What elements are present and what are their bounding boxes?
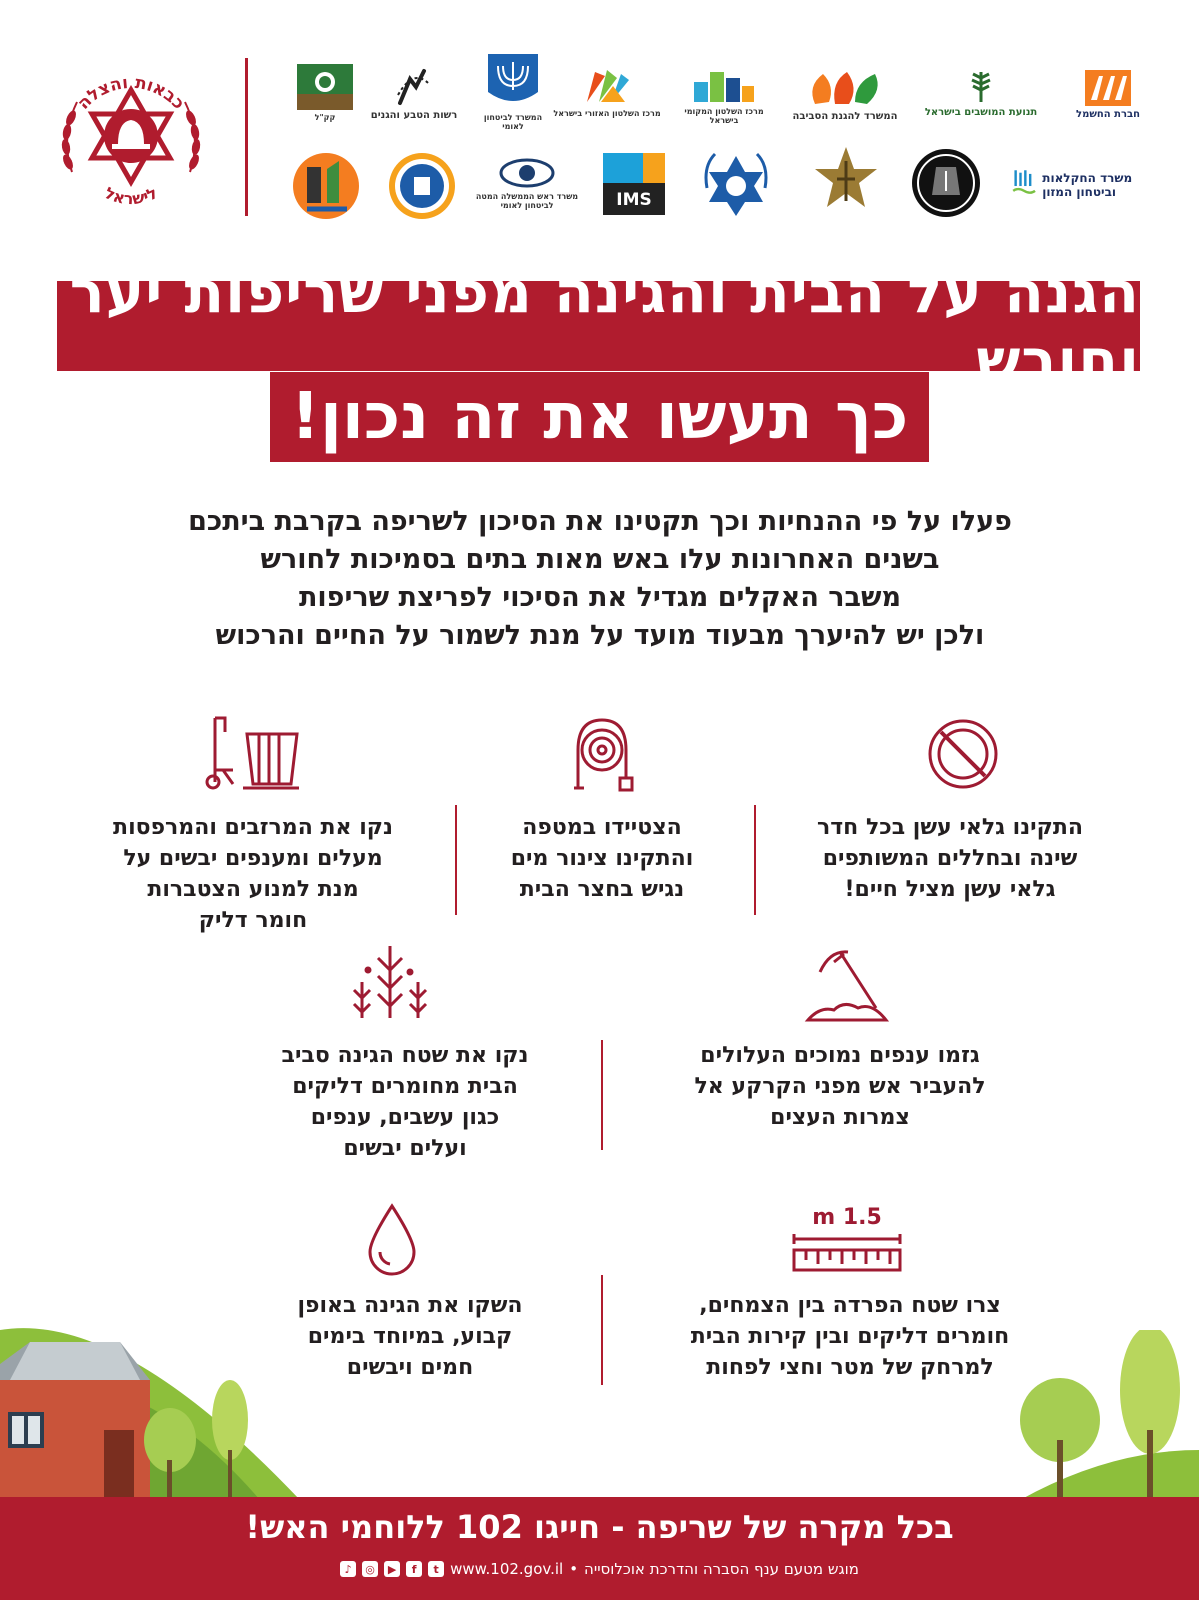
intro-line: בשנים האחרונות עלו באש מאות בתים בסמיכות לחורש	[260, 544, 940, 575]
tip-line: חומר דליק	[198, 908, 308, 933]
fire-rescue-emblem	[42, 52, 220, 230]
tiktok-icon[interactable]: ♪	[340, 1561, 356, 1577]
tip-extinguisher	[466, 812, 738, 905]
logo-local-gov-label: מרכז השלטון המקומי בישראל	[684, 106, 764, 125]
website-link[interactable]: www.102.gov.il	[450, 1560, 564, 1578]
logo-kkl-label: קק"ל	[314, 113, 336, 122]
tip-line: מעלים ומענפים יבשים על	[123, 846, 383, 871]
footer-credits	[0, 1560, 1199, 1578]
facebook-icon[interactable]: f	[406, 1561, 422, 1577]
intro-line: פעלו על פי ההנחיות וכך תקטינו את הסיכון לשריפה בקרבת ביתכם	[188, 506, 1012, 537]
tip-line: הצטיידו במטפה	[522, 815, 682, 840]
tip-line: נקו את שטח הגינה סביב	[281, 1043, 529, 1068]
logo-iec	[1058, 60, 1158, 130]
logo-ims-label: IMS	[616, 190, 652, 210]
logo-environment-label: המשרד להגנת הסביבה	[792, 111, 898, 122]
cleaning-tools-icon	[203, 712, 299, 796]
logo-environment	[790, 62, 900, 128]
tip-line: שינה ובחללים המשותפים	[822, 846, 1078, 871]
footer-credit-text: מוגש מטעם ענף הסברה והדרכת אוכלוסייה	[584, 1560, 859, 1578]
landscape-left	[0, 1320, 300, 1500]
emblem-top-text: כבאות והצלה	[73, 72, 189, 114]
smoke-detector-icon	[925, 716, 1001, 796]
logo-pmo	[470, 150, 584, 216]
tip-separation	[660, 1290, 1040, 1383]
logo-pmo-label: משרד ראש הממשלה המטה לביטחון לאומי	[475, 191, 579, 210]
ruler-icon	[792, 1206, 902, 1274]
instagram-icon[interactable]: ◎	[362, 1561, 378, 1577]
logo-fire-district	[290, 150, 362, 222]
tip-line: צמרות העצים	[770, 1105, 910, 1130]
separation-measure: 1.5 m	[812, 1205, 882, 1230]
logo-nature-parks	[368, 56, 460, 130]
tip-line: הבית מחומרים דליקים	[292, 1074, 518, 1099]
tip-line: נקו את המרזבים והמרפסות	[113, 815, 393, 840]
tip-line: ועלים יבשים	[343, 1136, 467, 1161]
logo-national-security	[478, 50, 548, 132]
divider	[754, 805, 756, 915]
logo-moshavim-label: תנועת המושבים בישראל	[924, 107, 1038, 118]
divider	[601, 1275, 603, 1385]
tip-line: קבוע, במיוחד בימים	[307, 1324, 513, 1349]
tip-line: והתקינו צינור מים	[510, 846, 694, 871]
emblem-bottom-text: לישראל	[101, 183, 161, 209]
logo-regional-council-label: מרכז השלטון האזורי בישראל	[553, 109, 661, 118]
divider	[455, 805, 457, 915]
water-drop-icon	[366, 1202, 418, 1282]
logo-national-security-label: המשרד לביטחון לאומי	[483, 112, 543, 131]
intro-line: משבר האקלים מגדיל את הסיכוי לפריצת שריפות	[298, 582, 902, 613]
tip-line: חמים ויבשים	[346, 1355, 474, 1380]
tip-line: השקו את הגינה באופן	[297, 1293, 523, 1318]
tip-line: גזמו ענפים נמוכים העלולים	[700, 1043, 980, 1068]
tip-gutters	[78, 812, 428, 936]
logo-kkl	[292, 56, 358, 130]
tip-line: מנת למנוע הצטברות	[147, 877, 359, 902]
logo-iec-label: חברת החשמל	[1076, 109, 1140, 120]
logo-emergency-authority	[386, 150, 458, 222]
title-banner-main: הגנה על הבית והגינה מפני שריפות יער וחורש	[57, 281, 1140, 371]
logo-fire-forces-insignia	[909, 146, 983, 220]
logo-idf	[804, 142, 888, 218]
logo-police	[694, 146, 778, 220]
tip-line: התקינו גלאי עשן בכל חדר	[817, 815, 1083, 840]
logo-local-gov	[670, 58, 778, 130]
tip-line: נגיש בחצר הבית	[519, 877, 685, 902]
tip-clear-garden	[235, 1040, 575, 1164]
logo-regional-council	[552, 56, 662, 128]
divider	[601, 1040, 603, 1150]
logo-agriculture	[1012, 152, 1144, 214]
title-banner-sub: כך תעשו את זה נכון!	[270, 372, 929, 462]
dry-plants-icon	[348, 942, 432, 1026]
youtube-icon[interactable]: ▶	[384, 1561, 400, 1577]
tip-line: להעביר אש מפני הקרקע אל	[694, 1074, 986, 1099]
landscape-right	[1020, 1330, 1199, 1500]
intro-text	[60, 503, 1140, 655]
tip-line: גלאי עשן מציל חיים!	[844, 877, 1056, 902]
logo-moshavim	[912, 58, 1050, 130]
logo-ims	[600, 150, 668, 218]
tip-line: חומרים דליקים ובין קירות הבית	[690, 1324, 1010, 1349]
emergency-call-text: בכל מקרה של שריפה - חייגו 102 ללוחמי האש!	[245, 1508, 954, 1546]
intro-line: ולכן יש להיערך מבעוד מועד על מנת לשמור על החיים והרכוש	[215, 620, 985, 651]
tip-line: צרו שטח הפרדה בין הצמחים,	[699, 1293, 1001, 1318]
twitter-icon[interactable]: t	[428, 1561, 444, 1577]
footer-separator: •	[569, 1560, 579, 1578]
tip-line: למרחק של מטר וחצי לפחות	[706, 1355, 994, 1380]
logo-agriculture-label: משרד החקלאות וביטחון המזון	[1042, 170, 1133, 199]
header-divider	[245, 58, 248, 216]
tip-line: כגון עשבים, ענפים	[310, 1105, 500, 1130]
logo-nature-parks-label: רשות הטבע והגנים	[370, 110, 458, 121]
pruning-shears-icon	[800, 944, 892, 1028]
tip-prune-branches	[660, 1040, 1020, 1133]
fire-hose-reel-icon	[568, 716, 636, 800]
tip-smoke-detectors	[780, 812, 1120, 905]
